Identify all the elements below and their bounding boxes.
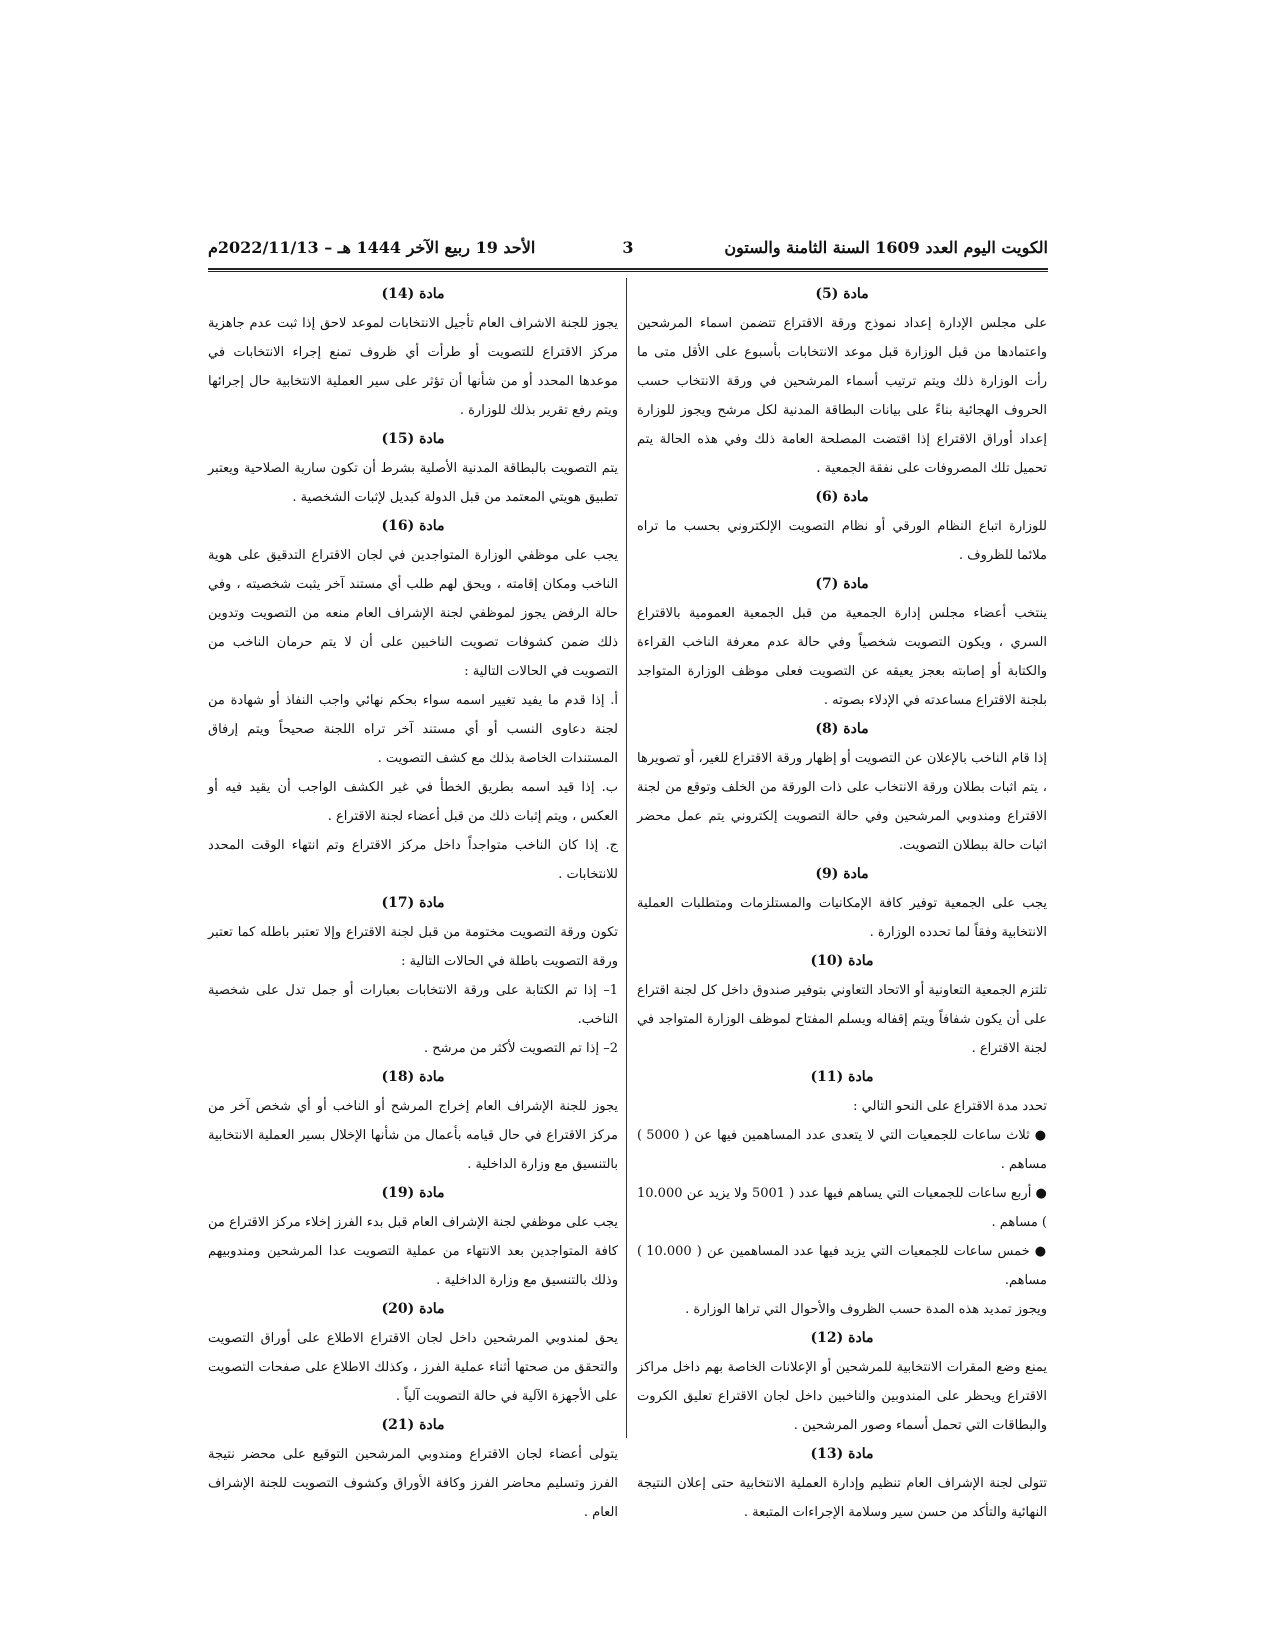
article-paragraph: ● أربع ساعات للجمعيات التي يساهم فيها عدد ( 5001 ولا يزيد عن 10.000 ) مساهم .	[637, 1186, 1047, 1230]
right-column	[637, 280, 1047, 1527]
article-paragraph: إذا قام الناخب بالإعلان عن التصويت أو إظهار ورقة الاقتراع للغير، أو تصويرها ، يتم اثبات بطلان ورقة الانتخاب على ذات الورقة من الخلف وتوقع من لجنة الاقتراع ومندوبي المرشحين وفي حالة التصويت إلكتروني يتم عمل محضر اثبات حالة ببطلان التصويت.	[637, 751, 1047, 853]
header-date: الأحد 19 ربيع الآخر 1444 هـ – 2022/11/13م	[208, 238, 536, 257]
article-heading: مادة (16)	[381, 518, 445, 534]
header-rule	[208, 268, 1048, 272]
article-paragraph: ينتخب أعضاء مجلس إدارة الجمعية من قبل الجمعية العمومية بالاقتراع السري ، ويكون التصويت شخصياً وفي حالة عدم معرفة الناخب القراءة والكتابة أو إصابته بعجز يعيقه عن التصويت فعلى موظف الوزارة المتواجد بلجنة الاقتراع مساعدته في الإدلاء بصوته .	[637, 606, 1047, 708]
column-divider	[626, 278, 627, 1438]
article-paragraph: ويجوز تمديد هذه المدة حسب الظروف والأحوال التي تراها الوزارة .	[685, 1302, 1047, 1317]
article-heading: مادة (17)	[381, 895, 445, 911]
article-paragraph: 1– إذا تم الكتابة على ورقة الانتخابات بعبارات أو جمل تدل على شخصية الناخب.	[208, 983, 618, 1027]
article-heading: مادة (5)	[815, 286, 869, 302]
article-heading: مادة (8)	[815, 721, 869, 737]
article-heading: مادة (15)	[381, 431, 445, 447]
article-paragraph: 2– إذا تم التصويت لأكثر من مرشح .	[424, 1041, 618, 1056]
article-heading: مادة (21)	[381, 1417, 445, 1433]
article-paragraph: على مجلس الإدارة إعداد نموذج ورقة الاقتراع تتضمن اسماء المرشحين واعتمادها من قبل الوزارة قبل موعد الانتخابات بأسبوع على الأقل متى ما رأت الوزارة ذلك ويتم ترتيب أسماء المرشحين في ورقة الانتخاب حسب الحروف الهجائية بناءً على بيانات البطاقة المدنية لكل مرشح ويجوز للوزارة إعداد أوراق الاقتراع إذا اقتضت المصلحة العامة ذلك وفي هذه الحالة يتم تحميل تلك المصروفات على نفقة الجمعية .	[637, 316, 1047, 476]
article-heading: مادة (11)	[810, 1069, 874, 1085]
article-paragraph: يجب على موظفي الوزارة المتواجدين في لجان الاقتراع التدقيق على هوية الناخب ومكان إقامته ، ويحق لهم طلب أي مستند آخر يثبت شخصيته ، وفي حالة الرفض يجوز لموظفي لجنة الإشراف العام منعه من التصويت وتدوين ذلك ضمن كشوفات تصويت الناخبين على أن لا يتم حرمان الناخب من التصويت في الحالات التالية :	[208, 548, 618, 679]
article-paragraph: ب. إذا قيد اسمه بطريق الخطأ في غير الكشف الواجب أن يقيد فيه أو العكس ، ويتم إثبات ذلك من قبل أعضاء لجنة الاقتراع .	[208, 780, 618, 824]
article-paragraph: يجب على موظفي لجنة الإشراف العام قبل بدء الفرز إخلاء مركز الاقتراع من كافة المتواجدين بعد الانتهاء من عملية التصويت عدا المرشحين ومندوبيهم وذلك بالتنسيق مع وزارة الداخلية .	[208, 1215, 618, 1288]
article-heading: مادة (13)	[810, 1446, 874, 1462]
article-paragraph: تتولى لجنة الإشراف العام تنظيم وإدارة العملية الانتخابية حتى إعلان النتيجة النهائية والتأكد من حسن سير وسلامة الإجراءات المتبعة .	[637, 1476, 1047, 1520]
article-paragraph: تلتزم الجمعية التعاونية أو الاتحاد التعاوني بتوفير صندوق داخل كل لجنة اقتراع على أن يكون شفافاً ويتم إقفاله ويسلم المفتاح لموظف الوزارة المتواجد في لجنة الاقتراع .	[637, 983, 1047, 1056]
article-paragraph: يحق لمندوبي المرشحين داخل لجان الاقتراع الاطلاع على أوراق التصويت والتحقق من صحتها أثناء عملية الفرز ، وكذلك الاطلاع على صفحات التصويت على الأجهزة الآلية في حالة التصويت آلياً .	[208, 1331, 618, 1404]
article-paragraph: يتم التصويت بالبطاقة المدنية الأصلية بشرط أن تكون سارية الصلاحية ويعتبر تطبيق هويتي المعتمد من قبل الدولة كبديل لإثبات الشخصية .	[208, 461, 618, 505]
article-heading: مادة (19)	[381, 1185, 445, 1201]
article-paragraph: للوزارة اتباع النظام الورقي أو نظام التصويت الإلكتروني بحسب ما تراه ملائما للظروف .	[637, 519, 1047, 563]
article-heading: مادة (10)	[810, 953, 874, 969]
article-heading: مادة (9)	[815, 866, 869, 882]
article-heading: مادة (7)	[815, 576, 869, 592]
article-paragraph: يتولى أعضاء لجان الاقتراع ومندوبي المرشحين التوقيع على محضر نتيجة الفرز وتسليم محاضر الفرز وكافة الأوراق وكشوف التصويت للجنة الإشراف العام .	[208, 1447, 618, 1520]
page-header	[208, 236, 1048, 266]
article-paragraph: ج. إذا كان الناخب متواجداً داخل مركز الاقتراع وتم انتهاء الوقت المحدد للانتخابات .	[208, 838, 618, 882]
article-heading: مادة (14)	[381, 286, 445, 302]
article-paragraph: يمنع وضع المقرات الانتخابية للمرشحين أو الإعلانات الخاصة بهم داخل مراكز الاقتراع ويحظر على المندوبين والناخبين داخل لجان الاقتراع تعليق الكروت والبطاقات التي تحمل أسماء وصور المرشحين .	[637, 1360, 1047, 1433]
article-paragraph: يجوز للجنة الاشراف العام تأجيل الانتخابات لموعد لاحق إذا ثبت عدم جاهزية مركز الاقتراع للتصويت أو طرأت أي ظروف تمنع إجراء الانتخابات في موعدها المحدد أو من شأنها أن تؤثر على سير العملية الانتخابية حال إجرائها ويتم رفع تقرير بذلك للوزارة .	[208, 316, 618, 418]
article-paragraph: تكون ورقة التصويت مختومة من قبل لجنة الاقتراع وإلا تعتبر باطله كما تعتبر ورقة التصويت باطلة في الحالات التالية :	[208, 925, 618, 969]
article-paragraph: ● ثلاث ساعات للجمعيات التي لا يتعدى عدد المساهمين فيها عن ( 5000 ) مساهم .	[637, 1128, 1047, 1172]
header-issue: الكويت اليوم العدد 1609 السنة الثامنة والستون	[724, 238, 1048, 257]
article-heading: مادة (6)	[815, 489, 869, 505]
article-paragraph: تحدد مدة الاقتراع على النحو التالي :	[853, 1099, 1047, 1114]
article-paragraph: ● خمس ساعات للجمعيات التي يزيد فيها عدد المساهمين عن ( 10.000 ) مساهم.	[637, 1244, 1047, 1288]
left-column	[208, 280, 618, 1527]
article-heading: مادة (20)	[381, 1301, 445, 1317]
article-paragraph: أ. إذا قدم ما يفيد تغيير اسمه سواء بحكم نهائي واجب النفاذ أو شهادة من لجنة دعاوى النسب أو أي مستند آخر تراه اللجنة صحيحاً ويتم إرفاق المستندات الخاصة بذلك مع كشف التصويت .	[208, 693, 618, 766]
article-heading: مادة (12)	[810, 1330, 874, 1346]
article-paragraph: يجوز للجنة الإشراف العام إخراج المرشح أو الناخب أو أي شخص آخر من مركز الاقتراع في حال قيامه بأعمال من شأنها الإخلال بسير العملية الانتخابية بالتنسيق مع وزارة الداخلية .	[208, 1099, 618, 1172]
article-paragraph: يجب على الجمعية توفير كافة الإمكانيات والمستلزمات ومتطلبات العملية الانتخابية وفقاً لما تحدده الوزارة .	[637, 896, 1047, 940]
article-heading: مادة (18)	[381, 1069, 445, 1085]
page-number: 3	[622, 238, 634, 257]
